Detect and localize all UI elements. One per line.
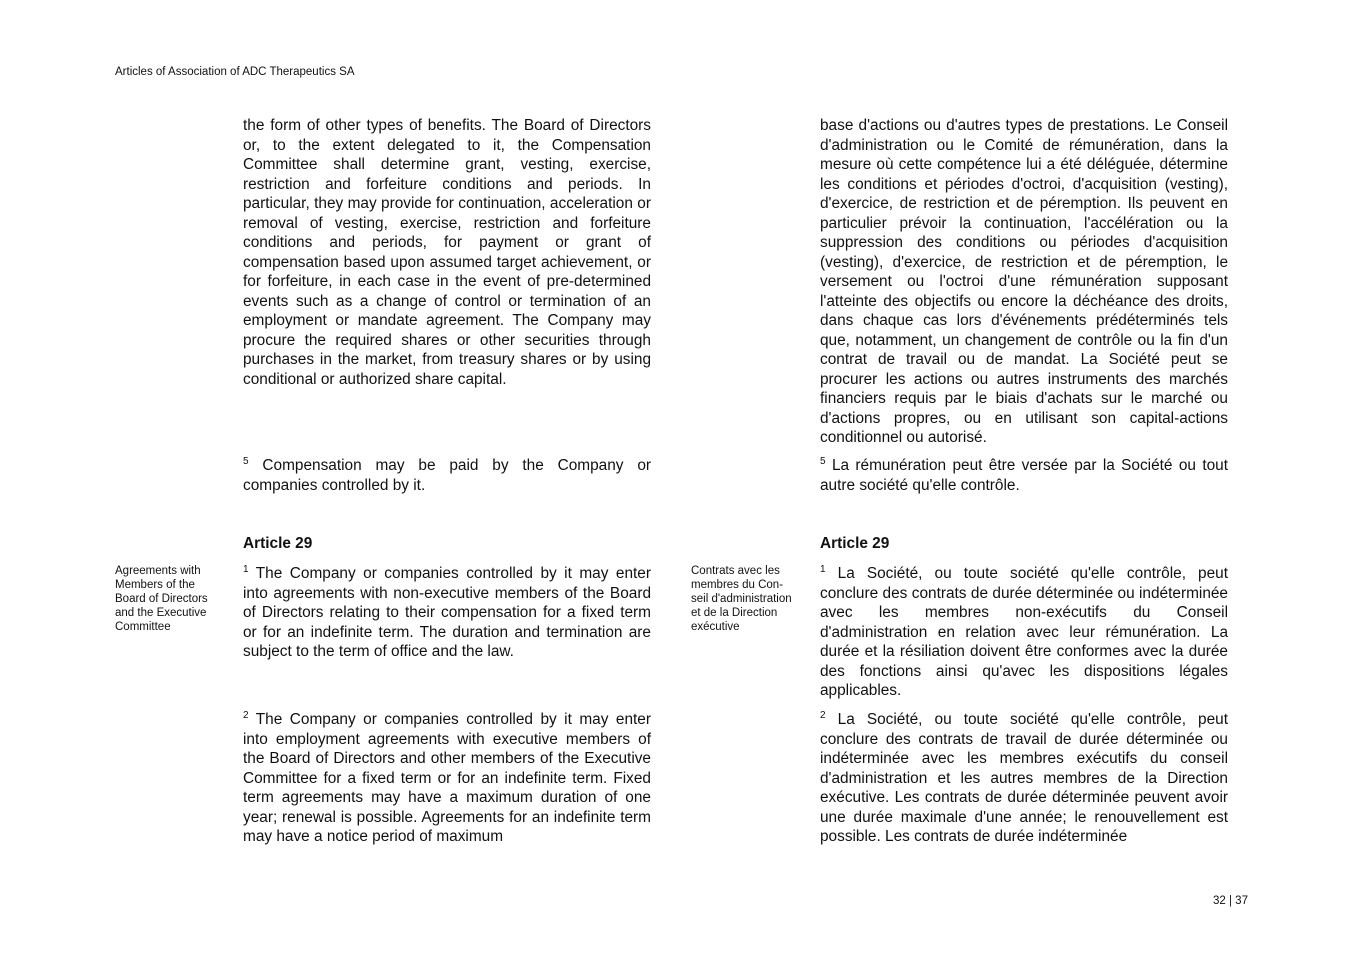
english-continuation-paragraph: the form of other types of benefits. The Board of Directors or, to the extent delegated to it, the Compensation Committee shall determine grant, vesting, exercise, restriction and forfeiture conditions and periods. In particular, they may provide for continuation, acceleration or removal of vesting, exercise, restriction and forfeiture conditions and periods, for payment or grant of compensation based upon assumed target achievement, or for forfeiture, in each case in the event of pre-determined events such as a change of control or termination of an employment or mandate agreement. The Company may procure the required shares or other securities through purchases in the market, from treasury shares or by using conditional or authorized share capital. bbox=[243, 117, 651, 388]
english-paragraph-5 bbox=[243, 456, 651, 495]
side-heading-line: Board of Directors bbox=[115, 593, 208, 605]
paragraph-text: The Company or companies controlled by it may enter into employment agreements with executive members of the Board of Directors and other members of the Executive Committee for a fixed term or for an indefinite term. Fixed term agreements may have a maximum duration of one year; renewal is possible. Agreements for an indefinite term may have a notice period of maximum bbox=[243, 711, 651, 845]
english-article-title: Article 29 bbox=[243, 535, 313, 552]
paragraph-text: The Company or companies controlled by it may enter into agreements with non-executive members of the Board of Directors relating to their compensation for a fixed term or for an indefinite term. The duration and termination are subject to the term of office and the law. bbox=[243, 565, 651, 660]
side-heading-line: membres du Con- bbox=[691, 579, 784, 591]
paragraph-text: La Société, ou toute société qu'elle contrôle, peut conclure des contrats de durée déterminée ou indéterminée avec les membres non-exécutifs du Conseil d'administration en relation avec leur rémunération. La durée et la résiliation doivent être conformes avec la durée des fonctions ainsi qu'avec les dispositions légales applicables. bbox=[820, 565, 1228, 699]
french-article-29-paragraph-1 bbox=[820, 564, 1228, 701]
side-heading-line: exécutive bbox=[691, 621, 740, 633]
paragraph-number: 5 bbox=[243, 455, 249, 467]
paragraph-text: La Société, ou toute société qu'elle contrôle, peut conclure des contrats de travail de durée déterminée ou indéterminée avec les membres exécutifs du conseil d'administration et les autres membres de la Direction exécutive. Les contrats de durée déterminée peuvent avoir une durée maximale d'une année; le renouvellement est possible. Les contrats de durée indéterminée bbox=[820, 711, 1228, 845]
side-heading-line: Agreements with bbox=[115, 565, 201, 577]
french-continuation-paragraph: base d'actions ou d'autres types de prestations. Le Conseil d'administration ou le Comité de rémunération, dans la mesure où cette compétence lui a été déléguée, détermine les conditions et périodes d'octroi, d'acquisition (vesting), d'exercice, de restriction et de péremption. Ils peuvent en particulier prévoir la continuation, l'accélération ou la suppression des conditions ou périodes d'acquisition (vesting), d'exercice, de restriction et de péremption, le versement ou l'octroi d'une rémunération supposant l'atteinte des objectifs ou encore la déchéance des droits, dans chaque cas lors d'événements prédéterminés tels que, notamment, un changement de contrôle ou la fin d'un contrat de travail ou de mandat. La Société peut se procurer les actions ou autres instruments des marchés financiers requis par le biais d'achats sur le marché ou d'actions propres, ou en utilisant son capital-actions conditionnel ou autorisé. bbox=[820, 117, 1228, 446]
french-article-29-paragraph-2 bbox=[820, 710, 1228, 847]
paragraph-number: 2 bbox=[243, 709, 249, 721]
side-heading-line: and the Executive bbox=[115, 607, 207, 619]
side-heading-line: Committee bbox=[115, 621, 171, 633]
french-side-heading bbox=[691, 564, 801, 634]
side-heading-line: Members of the bbox=[115, 579, 195, 591]
french-article-title: Article 29 bbox=[820, 535, 890, 552]
paragraph-number: 5 bbox=[820, 455, 826, 467]
side-heading-line: seil d'administration bbox=[691, 593, 792, 605]
english-article-29-paragraph-1 bbox=[243, 564, 651, 662]
paragraph-number: 2 bbox=[820, 709, 826, 721]
paragraph-text: Compensation may be paid by the Company or companies controlled by it. bbox=[243, 457, 652, 494]
page-number: 32 | 37 bbox=[1213, 895, 1248, 907]
side-heading-line: et de la Direction bbox=[691, 607, 778, 619]
english-article-29-paragraph-2 bbox=[243, 710, 651, 847]
side-heading-line: Contrats avec les bbox=[691, 565, 780, 577]
document-header: Articles of Association of ADC Therapeutics SA bbox=[115, 66, 355, 78]
paragraph-number: 1 bbox=[243, 563, 249, 575]
french-paragraph-5 bbox=[820, 456, 1228, 495]
paragraph-text: La rémunération peut être versée par la Société ou tout autre société qu'elle contrôle. bbox=[820, 457, 1229, 494]
english-side-heading bbox=[115, 564, 225, 634]
paragraph-number: 1 bbox=[820, 563, 826, 575]
